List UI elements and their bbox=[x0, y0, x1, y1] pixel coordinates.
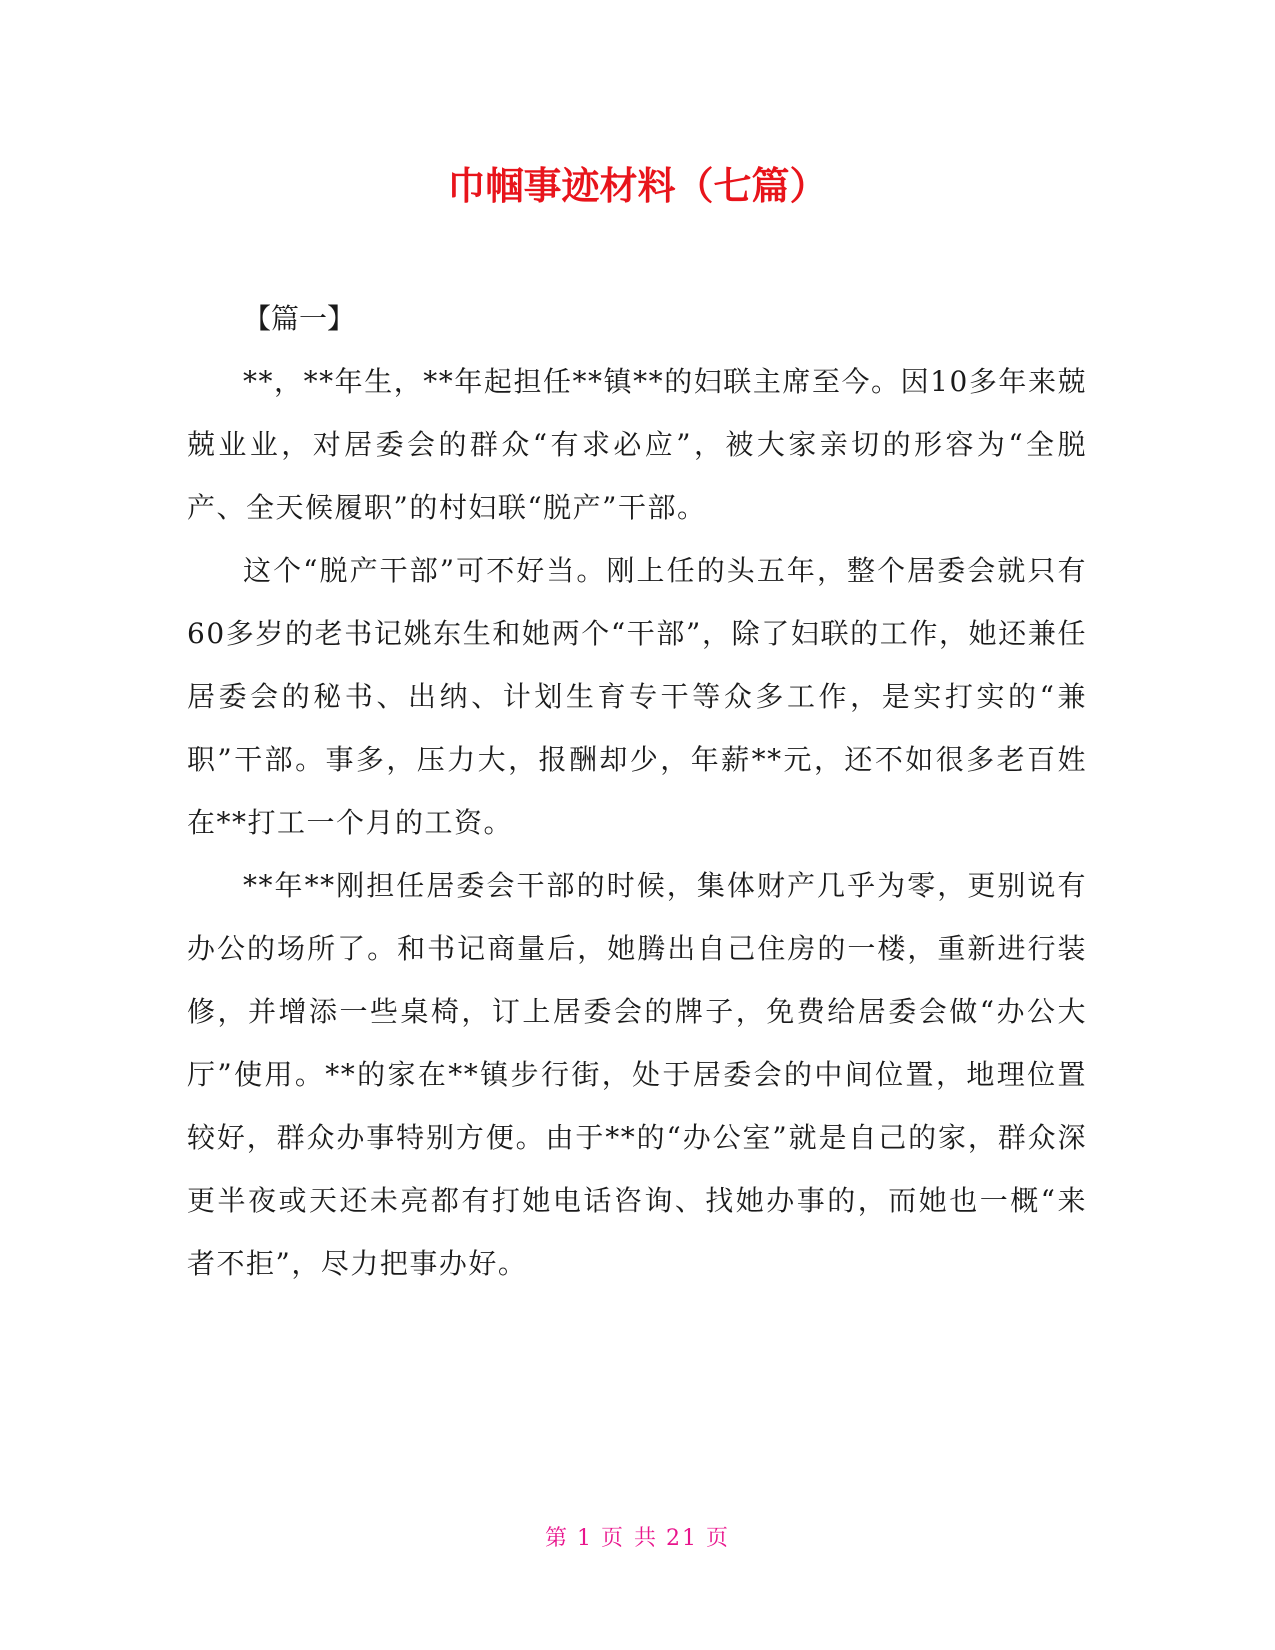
page-label-prefix: 第 bbox=[544, 1526, 569, 1551]
paragraph-3: **年**刚担任居委会干部的时候，集体财产几乎为零，更别说有办公的场所了。和书记商量后，她腾出自己住房的一楼，重新进行装修，并增添一些桌椅，订上居委会的牌子，免费给居委会做“办公大厅”使用。**的家在**镇步行街，处于居委会的中间位置，地理位置较好，群众办事特别方便。由于**的“办公室”就是自己的家，群众深更半夜或天还未亮都有打她电话咨询、找她办事的，而她也一概“来者不拒”，尽力把事办好。 bbox=[187, 869, 1087, 1280]
page-footer bbox=[0, 1524, 1275, 1554]
section-heading: 【篇一】 bbox=[243, 302, 356, 335]
page-label-mid: 页 共 bbox=[601, 1526, 658, 1551]
total-pages-number: 21 bbox=[666, 1526, 698, 1551]
page-label-suffix: 页 bbox=[706, 1526, 731, 1551]
document-title: 巾帼事迹材料（七篇） bbox=[447, 164, 828, 208]
paragraph-2: 这个“脱产干部”可不好当。刚上任的头五年，整个居委会就只有60多岁的老书记姚东生和她两个“干部”，除了妇联的工作，她还兼任居委会的秘书、出纳、计划生育专干等众多工作，是实打实的“兼职”干部。事多，压力大，报酬却少，年薪**元，还不如很多老百姓在**打工一个月的工资。 bbox=[187, 554, 1087, 839]
paragraph-1: **，**年生，**年起担任**镇**的妇联主席至今。因10多年来兢兢业业，对居委会的群众“有求必应”，被大家亲切的形容为“全脱产、全天候履职”的村妇联“脱产”干部。 bbox=[187, 365, 1087, 524]
document-body bbox=[187, 288, 1087, 1295]
current-page-number: 1 bbox=[577, 1526, 593, 1551]
